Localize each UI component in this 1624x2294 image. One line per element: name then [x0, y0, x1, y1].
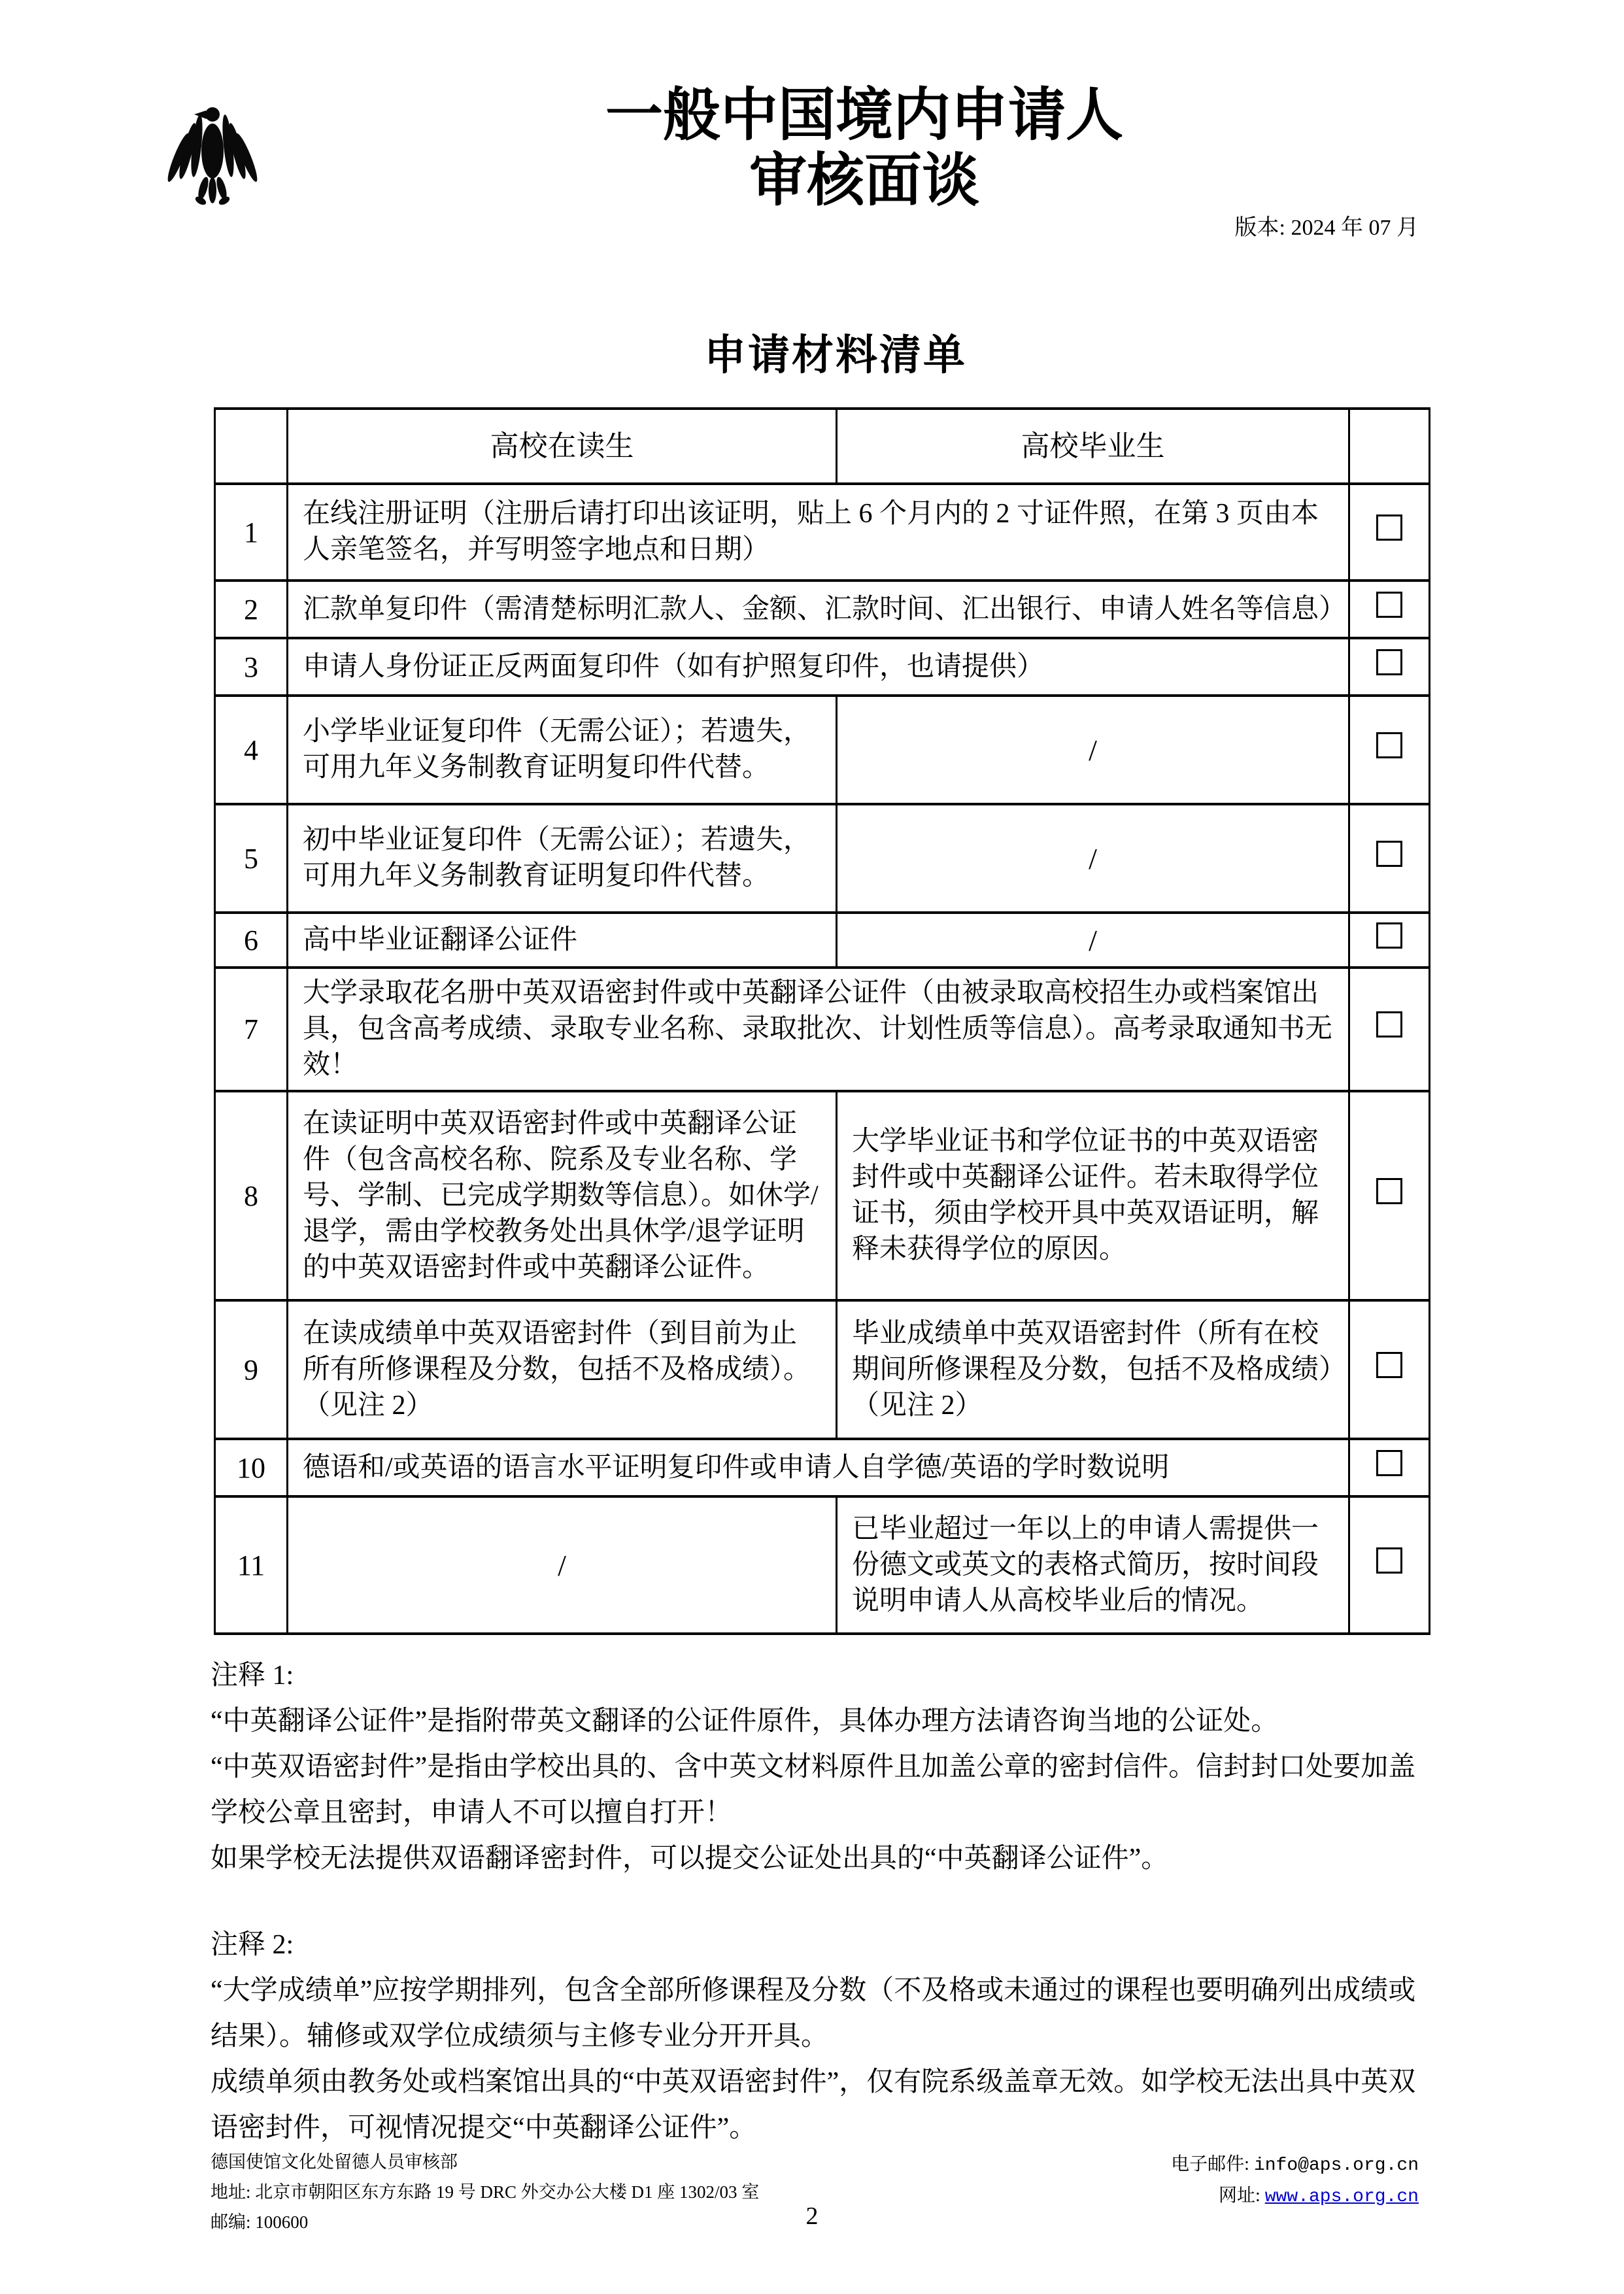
document-title	[105, 84, 1624, 214]
checkbox-cell	[1349, 913, 1430, 968]
checkbox[interactable]	[1376, 592, 1402, 618]
row-item-text-graduate: 毕业成绩单中英双语密封件（所有在校期间所修课程及分数，包括不及格成绩）（见注 2）	[837, 1300, 1349, 1439]
row-number: 5	[215, 804, 288, 913]
checkbox-cell	[1349, 1300, 1430, 1439]
table-row	[215, 968, 1430, 1091]
not-applicable-slash: /	[837, 913, 1349, 968]
row-item-text-enrolled: 初中毕业证复印件（无需公证）；若遗失，可用九年义务制教育证明复印件代替。	[288, 804, 837, 913]
note-1-line: 如果学校无法提供双语翻译密封件，可以提交公证处出具的“中英翻译公证件”。	[211, 1844, 1169, 1874]
footer-address: 地址: 北京市朝阳区东方东路 19 号 DRC 外交办公大楼 D1 座 1302/03 室	[211, 2182, 760, 2202]
checkbox-cell	[1349, 696, 1430, 804]
row-number: 1	[215, 484, 288, 581]
table-row	[215, 1496, 1430, 1634]
page-number: 2	[805, 2202, 819, 2230]
email-label: 电子邮件:	[1171, 2154, 1249, 2174]
column-header-enrolled: 高校在读生	[288, 409, 837, 484]
note-1-line: 学校公章且密封，申请人不可以擅自打开！	[211, 1798, 733, 1828]
row-item-text-enrolled: 小学毕业证复印件（无需公证）；若遗失，可用九年义务制教育证明复印件代替。	[288, 696, 837, 804]
row-item-text: 大学录取花名册中英双语密封件或中英翻译公证件（由被录取高校招生办或档案馆出具，包含高考成绩、录取专业名称、录取批次、计划性质等信息）。高考录取通知书无效！	[288, 968, 1349, 1091]
notes-section	[211, 1653, 1440, 2191]
row-number: 3	[215, 638, 288, 696]
row-number: 6	[215, 913, 288, 968]
checkbox[interactable]	[1376, 1011, 1402, 1037]
checkbox-cell	[1349, 638, 1430, 696]
note-2-heading: 注释 2:	[211, 1930, 294, 1960]
checkbox[interactable]	[1376, 1450, 1402, 1476]
row-item-text: 德语和/或英语的语言水平证明复印件或申请人自学德/英语的学时数说明	[288, 1439, 1349, 1496]
website-label: 网址:	[1218, 2185, 1260, 2206]
checkbox-cell	[1349, 581, 1430, 638]
note-2-line: 成绩单须由教务处或档案馆出具的“中英双语密封件”，仅有院系级盖章无效。如学校无法出具中英双	[211, 2067, 1416, 2097]
column-header-graduate: 高校毕业生	[837, 409, 1349, 484]
note-2-line: “大学成绩单”应按学期排列，包含全部所修课程及分数（不及格或未通过的课程也要明确列出成绩或	[211, 1976, 1416, 2006]
row-number: 11	[215, 1496, 288, 1634]
version-label: 版本: 2024 年 07 月	[1234, 216, 1419, 240]
row-number: 7	[215, 968, 288, 1091]
row-item-text-graduate: 已毕业超过一年以上的申请人需提供一份德文或英文的表格式简历，按时间段说明申请人从高校毕业后的情况。	[837, 1496, 1349, 1634]
checkbox-cell	[1349, 968, 1430, 1091]
footer-postcode: 邮编: 100600	[211, 2212, 309, 2232]
document-title-line2: 审核面谈	[749, 150, 979, 213]
checkbox[interactable]	[1376, 1547, 1402, 1574]
table-header-row	[215, 409, 1430, 484]
footer-email-line	[1171, 2150, 1419, 2181]
header-empty-cell	[1349, 409, 1430, 484]
footer-org-name: 德国使馆文化处留德人员审核部	[211, 2152, 458, 2172]
checklist-title: 申请材料清单	[704, 332, 967, 379]
table-row	[215, 913, 1430, 968]
website-link[interactable]: www.aps.org.cn	[1264, 2187, 1419, 2207]
checkbox[interactable]	[1376, 1352, 1402, 1378]
checkbox-cell	[1349, 804, 1430, 913]
note-1-heading: 注释 1:	[211, 1661, 294, 1691]
note-2-line: 语密封件，可视情况提交“中英翻译公证件”。	[211, 2113, 757, 2143]
checkbox-cell	[1349, 484, 1430, 581]
note-1-line: “中英双语密封件”是指由学校出具的、含中英文材料原件且加盖公章的密封信件。信封封口处要加盖	[211, 1752, 1416, 1782]
row-number: 10	[215, 1439, 288, 1496]
row-item-text-enrolled: 高中毕业证翻译公证件	[288, 913, 837, 968]
checkbox[interactable]	[1376, 841, 1402, 867]
row-item-text: 在线注册证明（注册后请打印出该证明，贴上 6 个月内的 2 寸证件照，在第 3 页由本人亲笔签名，并写明签字地点和日期）	[288, 484, 1349, 581]
note-2	[211, 1922, 1440, 2151]
not-applicable-slash: /	[837, 696, 1349, 804]
row-item-text-graduate: 大学毕业证书和学位证书的中英双语密封件或中英翻译公证件。若未取得学位证书，须由学校开具中英双语证明，解释未获得学位的原因。	[837, 1091, 1349, 1300]
note-1-line: “中英翻译公证件”是指附带英文翻译的公证件原件，具体办理方法请咨询当地的公证处。	[211, 1706, 1279, 1736]
document-title-line1: 一般中国境内申请人	[605, 84, 1123, 148]
note-2-line: 结果）。辅修或双学位成绩须与主修专业分开开具。	[211, 2021, 829, 2051]
note-1	[211, 1653, 1440, 1881]
table-row	[215, 581, 1430, 638]
checkbox-cell	[1349, 1091, 1430, 1300]
table-row	[215, 1300, 1430, 1439]
row-number: 9	[215, 1300, 288, 1439]
checkbox[interactable]	[1376, 514, 1402, 541]
row-item-text: 汇款单复印件（需清楚标明汇款人、金额、汇款时间、汇出银行、申请人姓名等信息）	[288, 581, 1349, 638]
checkbox[interactable]	[1376, 1178, 1402, 1204]
table-row	[215, 1439, 1430, 1496]
not-applicable-slash: /	[288, 1496, 837, 1634]
table-row	[215, 638, 1430, 696]
checkbox[interactable]	[1376, 649, 1402, 675]
table-row	[215, 1091, 1430, 1300]
row-number: 2	[215, 581, 288, 638]
row-item-text-enrolled: 在读证明中英双语密封件或中英翻译公证件（包含高校名称、院系及专业名称、学号、学制、已完成学期数等信息）。如休学/退学，需由学校教务处出具休学/退学证明的中英双语密封件或中英翻译公证件。	[288, 1091, 837, 1300]
row-number: 8	[215, 1091, 288, 1300]
table-row	[215, 804, 1430, 913]
row-item-text: 申请人身份证正反两面复印件（如有护照复印件，也请提供）	[288, 638, 1349, 696]
checkbox[interactable]	[1376, 732, 1402, 758]
row-item-text-enrolled: 在读成绩单中英双语密封件（到目前为止所有所修课程及分数，包括不及格成绩）。（见注 2）	[288, 1300, 837, 1439]
not-applicable-slash: /	[837, 804, 1349, 913]
table-row	[215, 484, 1430, 581]
header-empty-cell	[215, 409, 288, 484]
materials-checklist-table	[214, 407, 1430, 1635]
row-number: 4	[215, 696, 288, 804]
table-row	[215, 696, 1430, 804]
checkbox-cell	[1349, 1439, 1430, 1496]
checkbox-cell	[1349, 1496, 1430, 1634]
email-value: info@aps.org.cn	[1253, 2155, 1419, 2176]
checkbox[interactable]	[1376, 922, 1402, 949]
